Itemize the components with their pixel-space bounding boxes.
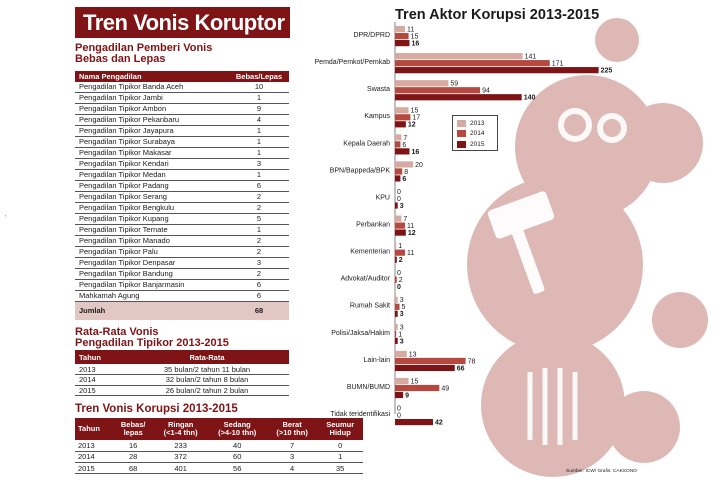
court-name-cell: Pengadilan Tipikor Medan: [75, 170, 229, 181]
table-row: [75, 104, 289, 115]
table-row: [75, 236, 289, 247]
trend-header-line1: Bebas/: [120, 420, 146, 429]
bar: [395, 351, 407, 357]
bar: [395, 324, 398, 330]
bar-value-label: 0: [397, 412, 401, 420]
trend-cell: 28: [113, 451, 154, 462]
table-row: [75, 82, 289, 93]
bar-value-label: 49: [441, 385, 450, 393]
court-total-row: [75, 302, 289, 320]
trend-table: [75, 418, 363, 474]
chart-title: Tren Aktor Korupsi 2013-2015: [395, 7, 600, 23]
bar-value-label: 7: [403, 134, 408, 142]
trend-header-cell: [113, 418, 154, 440]
bar-value-label: 59: [450, 80, 459, 88]
legend-swatch: [457, 130, 466, 137]
court-count-cell: 3: [229, 258, 289, 269]
bar: [395, 331, 396, 337]
trend-header-line1: Seumur: [326, 420, 355, 429]
court-count-cell: 6: [229, 181, 289, 192]
table-row: [75, 137, 289, 148]
table-row: [75, 375, 289, 386]
trend-table-header: [75, 418, 363, 440]
table-row: [75, 115, 289, 126]
court-name-cell: Pengadilan Tipikor Pekanbaru: [75, 115, 229, 126]
table-row: [75, 126, 289, 137]
bar-value-label: 7: [403, 215, 408, 223]
trend-cell: 68: [113, 463, 154, 474]
bar: [395, 243, 396, 249]
bar: [395, 67, 599, 73]
category-label: Lain-lain: [363, 356, 390, 364]
trend-header-cell: [208, 418, 267, 440]
court-count-cell: 10: [229, 82, 289, 93]
table-row: [75, 93, 289, 104]
category-label: Kepala Daerah: [343, 140, 390, 148]
table-row: [75, 440, 363, 451]
trend-header-line1: Ringan: [167, 420, 194, 429]
court-count-cell: 1: [229, 93, 289, 104]
bar: [395, 338, 398, 344]
legend-item: [457, 139, 493, 150]
trend-table-body: [75, 440, 363, 474]
legend-swatch: [457, 120, 466, 127]
bar-value-label: 16: [411, 148, 420, 156]
bar-value-label: 0: [397, 284, 401, 292]
trend-cell: 40: [208, 440, 267, 451]
court-name-cell: Pengadilan Tipikor Jayapura: [75, 126, 229, 137]
trend-cell: 233: [154, 440, 208, 451]
trend-header-cell: [317, 418, 363, 440]
court-count-cell: 1: [229, 225, 289, 236]
trend-cell: 1: [317, 451, 363, 462]
court-name-cell: Pengadilan Tipikor Banjarmasin: [75, 280, 229, 291]
trend-header-line1: Sedang: [223, 420, 251, 429]
avg-table: [75, 350, 289, 396]
court-count-cell: 6: [229, 280, 289, 291]
court-name-cell: Pengadilan Tipikor Kendari: [75, 159, 229, 170]
table-row: [75, 451, 363, 462]
category-label: Rumah Sakit: [349, 302, 390, 310]
court-table-body: [75, 82, 289, 320]
trend-header-line2: lepas: [123, 428, 143, 437]
trend-header-line1: Berat: [282, 420, 302, 429]
bar-value-label: 16: [411, 40, 420, 48]
bar-value-label: 11: [406, 250, 415, 258]
trend-cell: 372: [154, 451, 208, 462]
court-name-cell: Mahkamah Agung: [75, 291, 229, 302]
bar-value-label: 15: [410, 33, 419, 41]
court-name-cell: Pengadilan Tipikor Palu: [75, 247, 229, 258]
legend-label: 2013: [470, 119, 485, 127]
category-label: Kampus: [364, 113, 390, 121]
category-label: BPN/Bappeda/BPK: [329, 167, 390, 175]
avg-value-cell: 32 bulan/2 tahun 8 bulan: [125, 375, 289, 386]
bar: [395, 365, 455, 371]
bar-value-label: 1: [398, 243, 403, 251]
bar-value-label: 42: [435, 419, 443, 427]
bar: [395, 107, 409, 113]
court-table-header: [75, 71, 289, 82]
bar: [395, 175, 400, 181]
table-row: [75, 181, 289, 192]
court-name-cell: Pengadilan Tipikor Ambon: [75, 104, 229, 115]
table-row: [75, 364, 289, 375]
court-header-name: Nama Pengadilan: [75, 71, 229, 82]
trend-cell: 56: [208, 463, 267, 474]
bar: [395, 87, 480, 93]
category-label: KPU: [375, 194, 390, 202]
avg-value-cell: 26 bulan/2 tahun 2 bulan: [125, 385, 289, 396]
bar-value-label: 13: [408, 351, 417, 359]
trend-cell: 2013: [75, 440, 113, 451]
bar: [395, 202, 398, 208]
bar-value-label: 225: [600, 67, 613, 75]
table-row: [75, 269, 289, 280]
table-row: [75, 247, 289, 258]
court-total-label: Jumlah: [75, 302, 229, 320]
court-name-cell: Pengadilan Tipikor Ternate: [75, 225, 229, 236]
table-row: [75, 203, 289, 214]
bar-value-label: 3: [399, 297, 404, 305]
table-row: [75, 159, 289, 170]
avg-year-cell: 2014: [75, 375, 125, 386]
trend-cell: 0: [317, 440, 363, 451]
trend-cell: 4: [267, 463, 317, 474]
bar: [395, 94, 522, 100]
trend-cell: 2015: [75, 463, 113, 474]
stray-mark: ': [5, 215, 7, 222]
legend-swatch: [457, 141, 466, 148]
page-title: Tren Vonis Koruptor: [75, 7, 290, 38]
bar-value-label: 6: [402, 175, 407, 183]
trend-cell: 16: [113, 440, 154, 451]
court-section-title: Pengadilan Pemberi Vonis Bebas dan Lepas: [75, 42, 213, 65]
bar: [395, 141, 400, 147]
court-name-cell: Pengadilan Tipikor Kupang: [75, 214, 229, 225]
court-name-cell: Pengadilan Tipikor Manado: [75, 236, 229, 247]
bar: [395, 297, 398, 303]
court-count-cell: 1: [229, 170, 289, 181]
category-label: DPR/DPRD: [353, 32, 390, 39]
bar: [395, 33, 409, 39]
court-count-cell: 6: [229, 291, 289, 302]
bar-value-label: 12: [407, 121, 416, 129]
bar-value-label: 78: [467, 358, 476, 366]
bar-value-label: 171: [551, 60, 564, 68]
table-row: [75, 170, 289, 181]
bar-value-label: 0: [397, 405, 401, 413]
court-name-cell: Pengadilan Tipikor Surabaya: [75, 137, 229, 148]
bar-value-label: 15: [410, 107, 419, 115]
table-row: [75, 192, 289, 203]
trend-cell: 7: [267, 440, 317, 451]
bar-value-label: 1: [398, 331, 403, 339]
bar-value-label: 17: [412, 114, 421, 122]
court-count-cell: 1: [229, 126, 289, 137]
avg-header-year: Tahun: [75, 350, 125, 364]
bar: [395, 304, 400, 310]
category-label: Swasta: [367, 86, 390, 94]
court-name-cell: Pengadilan Tipikor Bengkulu: [75, 203, 229, 214]
trend-cell: 60: [208, 451, 267, 462]
court-header-count: Bebas/Lepas: [229, 71, 289, 82]
table-row: [75, 148, 289, 159]
legend-item: [457, 118, 493, 129]
bar: [395, 53, 523, 59]
bar-value-label: 12: [407, 229, 416, 237]
bar: [395, 277, 397, 283]
court-count-cell: 3: [229, 159, 289, 170]
avg-header-average: Rata-Rata: [125, 350, 289, 364]
legend-item: [457, 129, 493, 140]
trend-header-line2: (<1-4 thn): [163, 428, 198, 437]
table-row: [75, 291, 289, 302]
bar: [395, 250, 405, 256]
bar-value-label: 3: [399, 324, 404, 332]
trend-header-cell: [154, 418, 208, 440]
bar: [395, 392, 403, 398]
bar-value-label: 0: [397, 188, 401, 196]
bar-value-label: 11: [406, 222, 415, 230]
bar-value-label: 6: [402, 141, 407, 149]
avg-value-cell: 35 bulan/2 tahun 11 bulan: [125, 364, 289, 375]
court-count-cell: 1: [229, 148, 289, 159]
trend-header-line2: (>4-10 thn): [218, 428, 257, 437]
bar-value-label: 11: [406, 26, 415, 34]
bar: [395, 229, 406, 235]
court-name-cell: Pengadilan Tipikor Jambi: [75, 93, 229, 104]
category-label: Perbankan: [356, 221, 390, 229]
trend-header-line2: Hidup: [329, 428, 351, 437]
bar: [395, 60, 550, 66]
bar-value-label: 9: [405, 392, 410, 400]
bar: [395, 168, 402, 174]
bar: [395, 26, 405, 32]
court-count-cell: 2: [229, 203, 289, 214]
bar-value-label: 20: [415, 161, 423, 169]
bar: [395, 419, 433, 425]
court-count-cell: 9: [229, 104, 289, 115]
table-row: [75, 225, 289, 236]
court-name-cell: Pengadilan Tipikor Serang: [75, 192, 229, 203]
trend-cell: 2014: [75, 451, 113, 462]
table-row: [75, 214, 289, 225]
bar-value-label: 94: [482, 87, 490, 95]
bar-value-label: 0: [397, 195, 401, 203]
table-row: [75, 280, 289, 291]
avg-table-header: [75, 350, 289, 364]
avg-section-title: Rata-Rata Vonis Pengadilan Tipikor 2013-2015: [75, 326, 229, 349]
legend-label: 2014: [470, 130, 485, 138]
court-name-cell: Pengadilan Tipikor Banda Aceh: [75, 82, 229, 93]
bar: [395, 121, 406, 127]
court-table: [75, 71, 289, 320]
court-count-cell: 2: [229, 269, 289, 280]
court-count-cell: 4: [229, 115, 289, 126]
bar-value-label: 2: [398, 257, 403, 265]
court-count-cell: 2: [229, 247, 289, 258]
court-name-cell: Pengadilan Tipikor Denpasar: [75, 258, 229, 269]
avg-table-body: [75, 364, 289, 396]
table-row: [75, 385, 289, 396]
trend-header-line1: Tahun: [78, 424, 100, 433]
trend-cell: 401: [154, 463, 208, 474]
bar-value-label: 3: [399, 311, 404, 319]
category-label: Kementerian: [350, 248, 390, 256]
court-name-cell: Pengadilan Tipikor Padang: [75, 181, 229, 192]
avg-year-cell: 2013: [75, 364, 125, 375]
court-name-cell: Pengadilan Tipikor Bandung: [75, 269, 229, 280]
bar-value-label: 2: [398, 277, 403, 285]
bar: [395, 80, 448, 86]
bar-value-label: 3: [399, 202, 404, 210]
trend-header-cell: [267, 418, 317, 440]
court-count-cell: 5: [229, 214, 289, 225]
bar-value-label: 0: [397, 270, 401, 278]
bar: [395, 385, 439, 391]
bar: [395, 161, 413, 167]
trend-header-cell: [75, 418, 113, 440]
trend-cell: 3: [267, 451, 317, 462]
trend-section-title: Tren Vonis Korupsi 2013-2015: [75, 403, 238, 415]
legend-label: 2015: [470, 140, 485, 148]
bar-value-label: 8: [404, 168, 409, 176]
table-row: [75, 463, 363, 474]
bar-value-label: 5: [401, 304, 406, 312]
court-count-cell: 2: [229, 236, 289, 247]
court-count-cell: 2: [229, 192, 289, 203]
bar: [395, 134, 401, 140]
court-total-value: 68: [229, 302, 289, 320]
table-row: [75, 258, 289, 269]
court-name-cell: Pengadilan Tipikor Makasar: [75, 148, 229, 159]
bar: [395, 257, 397, 263]
avg-year-cell: 2015: [75, 385, 125, 396]
bar: [395, 148, 409, 154]
chart-legend: [452, 115, 498, 151]
category-label: Pemda/Pemkot/Pemkab: [314, 59, 390, 67]
bar: [395, 378, 409, 384]
bar: [395, 215, 401, 221]
bar-value-label: 66: [456, 365, 465, 373]
source-note: Sumber: ICW/ Grafis: CAKSONO: [566, 469, 637, 474]
bar: [395, 114, 410, 120]
category-label: Polisi/Jaksa/Hakim: [331, 329, 390, 337]
category-label: Tidak teridentifikasi: [330, 410, 390, 418]
bar: [395, 222, 405, 228]
bar-value-label: 140: [523, 94, 536, 102]
bar: [395, 311, 398, 317]
category-label: Advokat/Auditor: [340, 275, 390, 283]
category-label: BUMN/BUMD: [346, 383, 390, 391]
bar: [395, 358, 466, 364]
court-count-cell: 1: [229, 137, 289, 148]
trend-header-line2: (>10 thn): [276, 428, 308, 437]
bar-value-label: 15: [410, 378, 419, 386]
trend-cell: 35: [317, 463, 363, 474]
bar-value-label: 3: [399, 338, 404, 346]
bar-value-label: 141: [524, 53, 537, 61]
bar: [395, 40, 409, 46]
